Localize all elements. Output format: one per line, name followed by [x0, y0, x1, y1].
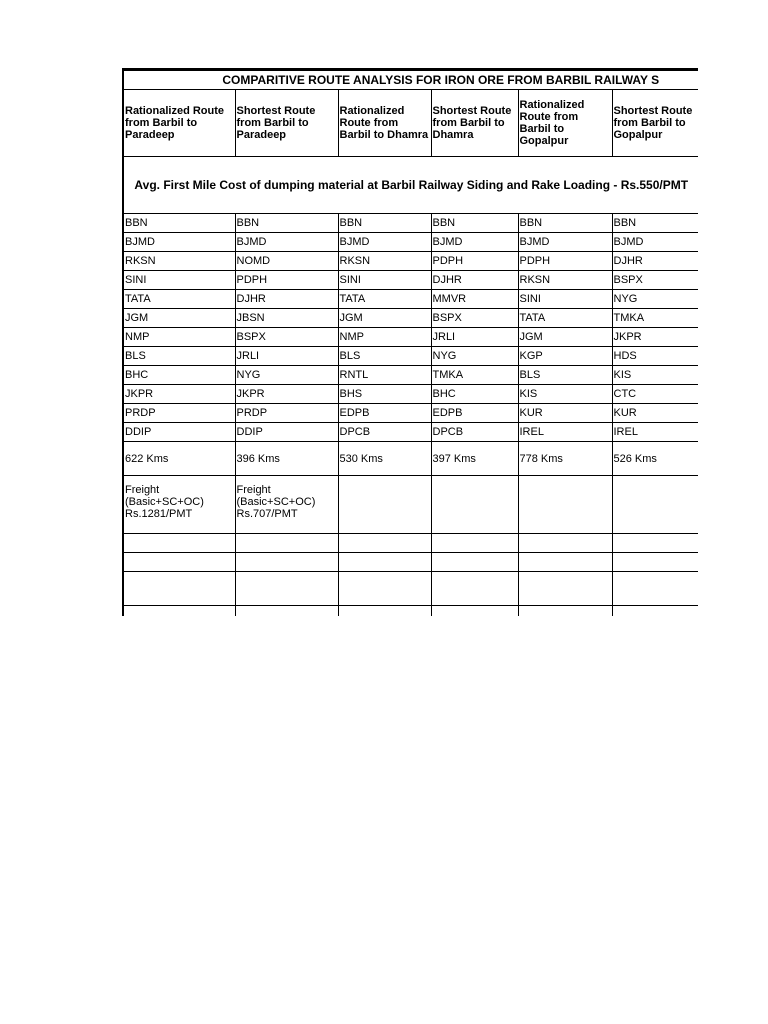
empty-cell	[235, 572, 338, 606]
station-cell: IREL	[612, 423, 698, 442]
station-cell: BJMD	[235, 233, 338, 252]
route-analysis-table	[122, 68, 698, 616]
table-row	[123, 423, 698, 442]
station-cell: PDPH	[235, 271, 338, 290]
header-row	[123, 90, 698, 157]
station-cell: PRDP	[235, 404, 338, 423]
station-cell: BLS	[518, 366, 612, 385]
station-cell: TMKA	[612, 309, 698, 328]
empty-cell	[431, 572, 518, 606]
table-row	[123, 347, 698, 366]
header-cell: Shortest Route from Barbil to Gopalpur	[612, 90, 698, 157]
station-cell: BLS	[338, 347, 431, 366]
station-cell: DJHR	[612, 252, 698, 271]
station-cell: JRLI	[235, 347, 338, 366]
station-cell: BJMD	[518, 233, 612, 252]
table-row	[123, 271, 698, 290]
station-cell: PDPH	[518, 252, 612, 271]
note-row	[123, 157, 698, 214]
station-cell: HDS	[612, 347, 698, 366]
title-row	[123, 70, 698, 90]
station-cell: BSPX	[235, 328, 338, 347]
empty-cell	[431, 606, 518, 617]
station-cell: BBN	[518, 214, 612, 233]
header-cell: Rationalized Route from Barbil to Gopalpur	[518, 90, 612, 157]
freight-line: Freight	[125, 484, 160, 496]
distance-row	[123, 442, 698, 476]
station-cell: BJMD	[612, 233, 698, 252]
header-cell: Rationalized Route from Barbil to Dhamra	[338, 90, 431, 157]
table-row	[123, 404, 698, 423]
empty-cell	[518, 606, 612, 617]
station-cell: BBN	[338, 214, 431, 233]
freight-cell	[518, 476, 612, 534]
station-cell: CTC	[612, 385, 698, 404]
station-cell: SINI	[518, 290, 612, 309]
freight-row	[123, 476, 698, 534]
table-row	[123, 328, 698, 347]
station-cell: SINI	[123, 271, 235, 290]
station-cell: JRLI	[431, 328, 518, 347]
empty-cell	[235, 606, 338, 617]
station-cell: BBN	[431, 214, 518, 233]
station-cell: EDPB	[338, 404, 431, 423]
empty-cell	[235, 553, 338, 572]
table-row	[123, 366, 698, 385]
empty-cell	[338, 572, 431, 606]
empty-cell	[518, 572, 612, 606]
station-cell: RKSN	[518, 271, 612, 290]
distance-cell: 526 Kms	[612, 442, 698, 476]
empty-cell	[612, 534, 698, 553]
empty-cell	[612, 606, 698, 617]
station-cell: SINI	[338, 271, 431, 290]
station-cell: DDIP	[123, 423, 235, 442]
station-cell: NYG	[612, 290, 698, 309]
station-cell: NMP	[123, 328, 235, 347]
station-cell: KUR	[612, 404, 698, 423]
station-cell: TATA	[123, 290, 235, 309]
station-cell: DPCB	[431, 423, 518, 442]
freight-line: Rs.707/PMT	[236, 508, 298, 520]
station-cell: BLS	[123, 347, 235, 366]
header-cell: Shortest Route from Barbil to Dhamra	[431, 90, 518, 157]
station-cell: BSPX	[612, 271, 698, 290]
station-cell: BHC	[123, 366, 235, 385]
station-cell: DDIP	[235, 423, 338, 442]
station-cell: TATA	[518, 309, 612, 328]
empty-cell	[338, 534, 431, 553]
station-cell: RKSN	[123, 252, 235, 271]
table-title: COMPARITIVE ROUTE ANALYSIS FOR IRON ORE FROM BARBIL RAILWAY S	[123, 70, 698, 90]
station-cell: BJMD	[338, 233, 431, 252]
station-cell: PDPH	[431, 252, 518, 271]
freight-cell	[235, 476, 338, 534]
station-cell: DJHR	[431, 271, 518, 290]
station-cell: BBN	[612, 214, 698, 233]
distance-cell: 530 Kms	[338, 442, 431, 476]
station-cell: BJMD	[123, 233, 235, 252]
station-cell: NMP	[338, 328, 431, 347]
station-cell: JGM	[338, 309, 431, 328]
table-row	[123, 290, 698, 309]
table-row	[123, 233, 698, 252]
station-cell: PRDP	[123, 404, 235, 423]
station-cell: NYG	[235, 366, 338, 385]
station-cell: KGP	[518, 347, 612, 366]
distance-cell: 778 Kms	[518, 442, 612, 476]
station-cell: DPCB	[338, 423, 431, 442]
header-cell: Rationalized Route from Barbil to Paradeep	[123, 90, 235, 157]
empty-cell	[123, 534, 235, 553]
first-mile-cost-note: Avg. First Mile Cost of dumping material at Barbil Railway Siding and Rake Loading - Rs.550/PMT	[123, 157, 698, 214]
empty-cell	[612, 553, 698, 572]
station-cell: BHS	[338, 385, 431, 404]
station-cell: KIS	[612, 366, 698, 385]
empty-cell	[123, 606, 235, 617]
table-row	[123, 309, 698, 328]
empty-cell	[123, 572, 235, 606]
station-cell: BBN	[123, 214, 235, 233]
station-cell: NOMD	[235, 252, 338, 271]
station-cell: JKPR	[612, 328, 698, 347]
empty-cell	[431, 534, 518, 553]
station-cell: EDPB	[431, 404, 518, 423]
empty-cell	[612, 572, 698, 606]
station-cell: RNTL	[338, 366, 431, 385]
freight-cell	[431, 476, 518, 534]
station-cell: IREL	[518, 423, 612, 442]
freight-line: Freight	[236, 484, 271, 496]
distance-cell: 622 Kms	[123, 442, 235, 476]
station-cell: BHC	[431, 385, 518, 404]
station-cell: BSPX	[431, 309, 518, 328]
station-cell: RKSN	[338, 252, 431, 271]
table-row	[123, 252, 698, 271]
station-cell: MMVR	[431, 290, 518, 309]
station-cell: KUR	[518, 404, 612, 423]
station-cell: TMKA	[431, 366, 518, 385]
station-cell: BBN	[235, 214, 338, 233]
station-cell: NYG	[431, 347, 518, 366]
table-row	[123, 214, 698, 233]
distance-cell: 396 Kms	[235, 442, 338, 476]
station-cell: JGM	[123, 309, 235, 328]
station-cell: JBSN	[235, 309, 338, 328]
station-cell: TATA	[338, 290, 431, 309]
spreadsheet	[122, 68, 698, 616]
table-row	[123, 385, 698, 404]
station-cell: KIS	[518, 385, 612, 404]
empty-cell	[235, 534, 338, 553]
freight-line: Rs.1281/PMT	[125, 508, 193, 520]
distance-cell: 397 Kms	[431, 442, 518, 476]
freight-cell	[612, 476, 698, 534]
station-cell: JKPR	[235, 385, 338, 404]
freight-line: (Basic+SC+OC)	[236, 496, 316, 508]
empty-cell	[338, 606, 431, 617]
empty-row	[123, 534, 698, 553]
empty-row	[123, 606, 698, 617]
empty-cell	[518, 534, 612, 553]
station-cell: JGM	[518, 328, 612, 347]
freight-line: (Basic+SC+OC)	[125, 496, 204, 508]
empty-row	[123, 553, 698, 572]
header-cell: Shortest Route from Barbil to Paradeep	[235, 90, 338, 157]
empty-cell	[338, 553, 431, 572]
station-cell: BJMD	[431, 233, 518, 252]
empty-cell	[431, 553, 518, 572]
station-cell: JKPR	[123, 385, 235, 404]
empty-row	[123, 572, 698, 606]
empty-cell	[123, 553, 235, 572]
station-cell: DJHR	[235, 290, 338, 309]
freight-cell	[338, 476, 431, 534]
freight-cell	[123, 476, 235, 534]
empty-cell	[518, 553, 612, 572]
